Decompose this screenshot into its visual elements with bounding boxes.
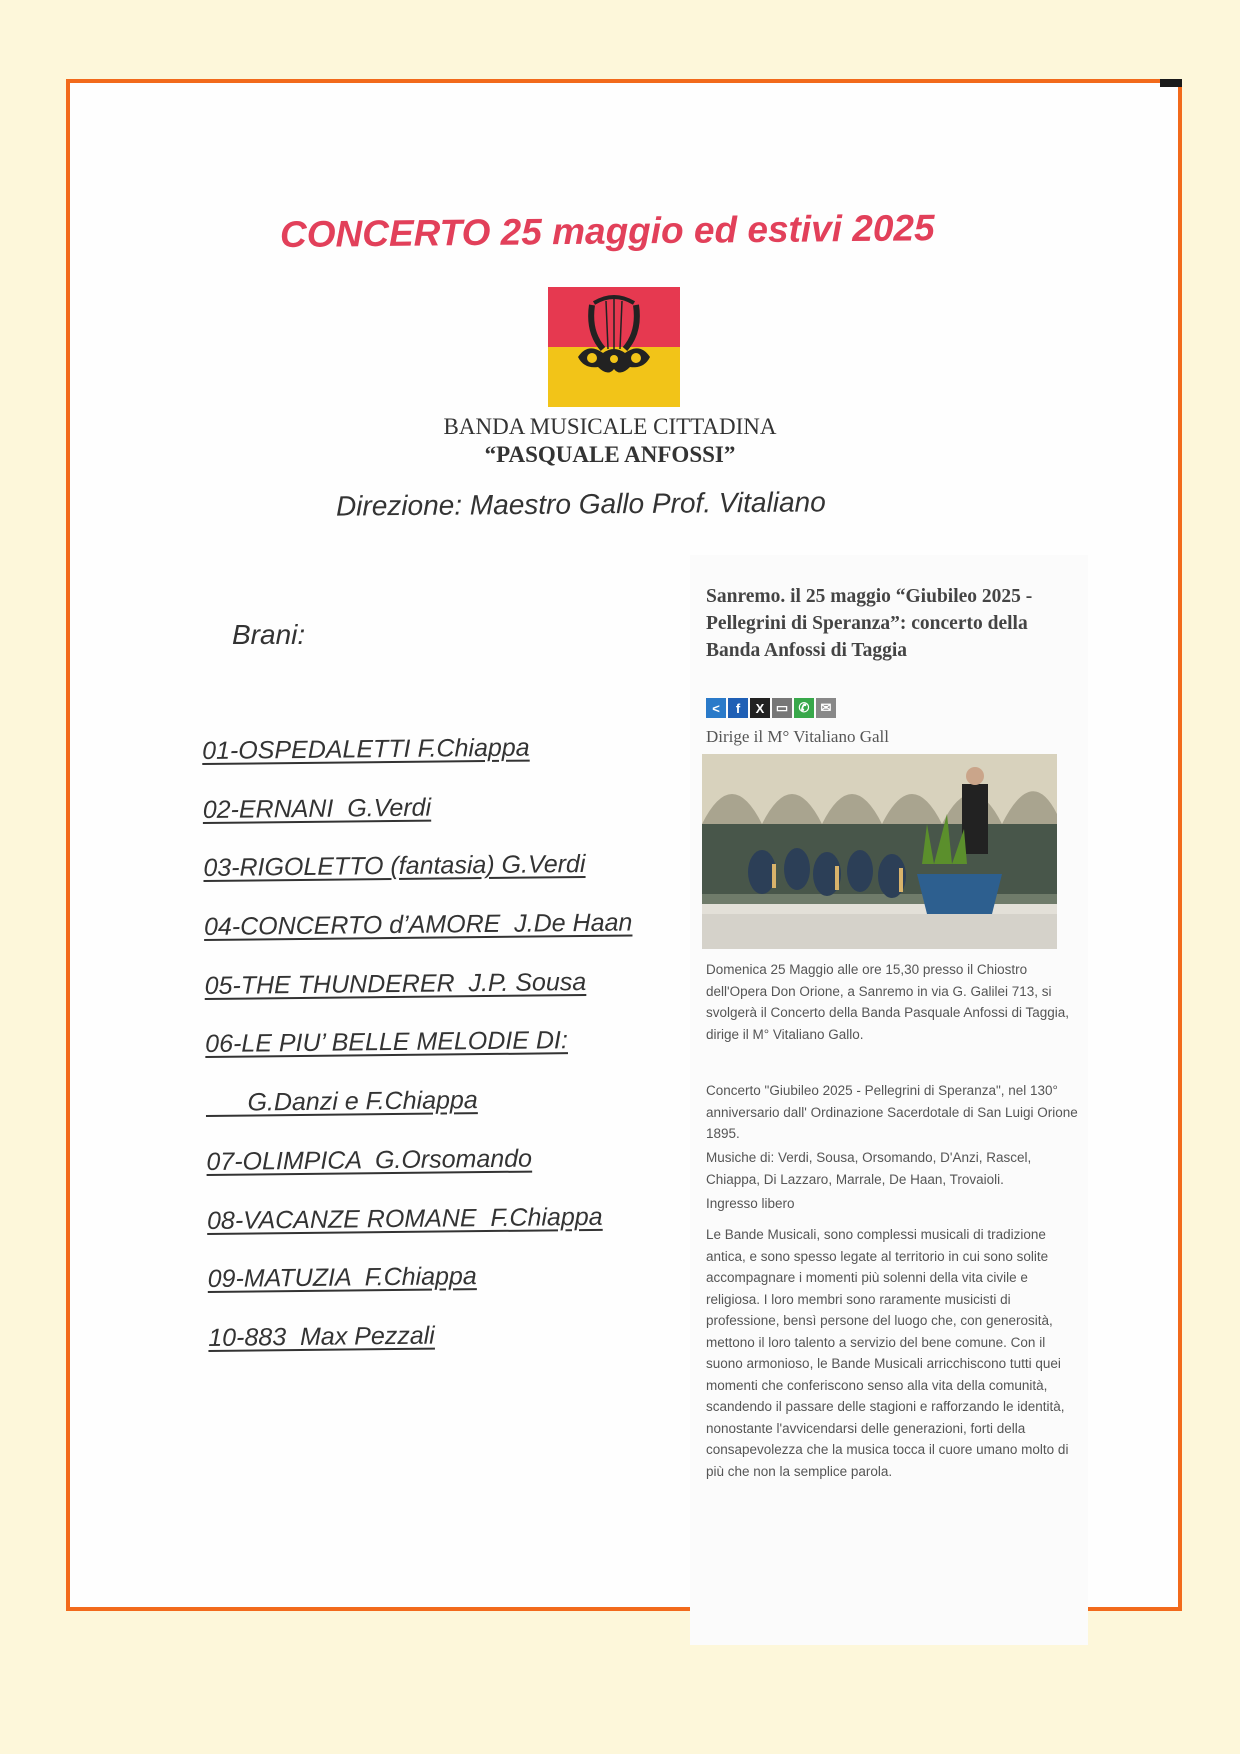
- track-item: 10-883 Max Pezzali: [208, 1321, 435, 1352]
- article-headline: Sanremo. il 25 maggio “Giubileo 2025 - Pellegrini di Speranza”: concerto della Banda Anfossi di Taggia: [706, 586, 1033, 661]
- track-item: 01-OSPEDALETTI F.Chiappa: [202, 733, 530, 765]
- track-item: 08-VACANZE ROMANE F.Chiappa: [206, 1202, 603, 1235]
- track-item: 04-CONCERTO d’AMORE J.De Haan: [203, 908, 633, 942]
- email-icon[interactable]: ✉: [816, 698, 836, 718]
- share-bar: [706, 698, 836, 718]
- article-paragraph: Concerto "Giubileo 2025 - Pellegrini di Speranza", nel 130° anniversario dall' Ordinazione Sacerdotale di San Luigi Orione 1895.: [706, 1083, 1078, 1141]
- facebook-icon[interactable]: f: [728, 698, 748, 718]
- article-paragraph: Ingresso libero: [706, 1196, 795, 1211]
- track-item: 07-OLIMPICA G.Orsomando: [206, 1144, 533, 1176]
- track-item: 05-THE THUNDERER J.P. Sousa: [204, 967, 587, 1000]
- article-subtitle: Dirige il M° Vitaliano Gall: [706, 727, 889, 746]
- track-item: 06-LE PIU’ BELLE MELODIE DI:: [205, 1026, 569, 1059]
- news-clipping: [690, 555, 1088, 1645]
- band-name-line1: BANDA MUSICALE CITTADINA: [443, 414, 777, 439]
- track-item: 03-RIGOLETTO (fantasia) G.Verdi: [203, 850, 586, 883]
- track-item: G.Danzi e F.Chiappa: [205, 1086, 478, 1118]
- whatsapp-icon[interactable]: ✆: [794, 698, 814, 718]
- share-icon[interactable]: <: [706, 698, 726, 718]
- band-name-line2: “PASQUALE ANFOSSI”: [484, 442, 736, 467]
- article-paragraph: Le Bande Musicali, sono complessi musicali di tradizione antica, e sono spesso legate al territorio in cui sono solite accompagnare i momenti più solenni della vita civile e religiosa. I loro membri sono raramente musicisti di professione, bensì persone del luogo che, con generosità, mettono il loro talento a servizio del bene comune. Con il suono armonioso, le Bande Musicali arricchiscono tutti quei momenti che conferiscono senso alla vita della comunità, scandendo il passare delle stagioni e rafforzando le identità, nonostante l'avvicendarsi delle generazioni, forti della consapevolezza che la musica tocca il cuore umano molto di più che non la semplice parola.: [706, 1227, 1069, 1479]
- direction-line: Direzione: Maestro Gallo Prof. Vitaliano: [335, 486, 826, 522]
- track-item: 02-ERNANI G.Verdi: [202, 793, 432, 824]
- article-paragraph: Musiche di: Verdi, Sousa, Orsomando, D'Anzi, Rascel, Chiappa, Di Lazzaro, Marrale, De Haan, Trovaioli.: [706, 1150, 1032, 1187]
- track-item: 09-MATUZIA F.Chiappa: [207, 1262, 477, 1294]
- band-logo: [548, 287, 680, 407]
- band-name: [350, 413, 870, 469]
- x-icon[interactable]: X: [750, 698, 770, 718]
- concert-title: CONCERTO 25 maggio ed estivi 2025: [279, 207, 935, 256]
- page-frame: [66, 79, 1182, 1611]
- brani-label: Brani:: [232, 619, 306, 650]
- article-paragraph: Domenica 25 Maggio alle ore 15,30 presso il Chiostro dell'Opera Don Orione, a Sanremo in via G. Galilei 713, si svolgerà il Concerto della Banda Pasquale Anfossi di Taggia, dirige il M° Vitaliano Gallo.: [706, 962, 1069, 1042]
- concert-photo: [702, 754, 1057, 949]
- print-icon[interactable]: ▭: [772, 698, 792, 718]
- track-list: [202, 732, 729, 1383]
- corner-mark: [1160, 79, 1182, 87]
